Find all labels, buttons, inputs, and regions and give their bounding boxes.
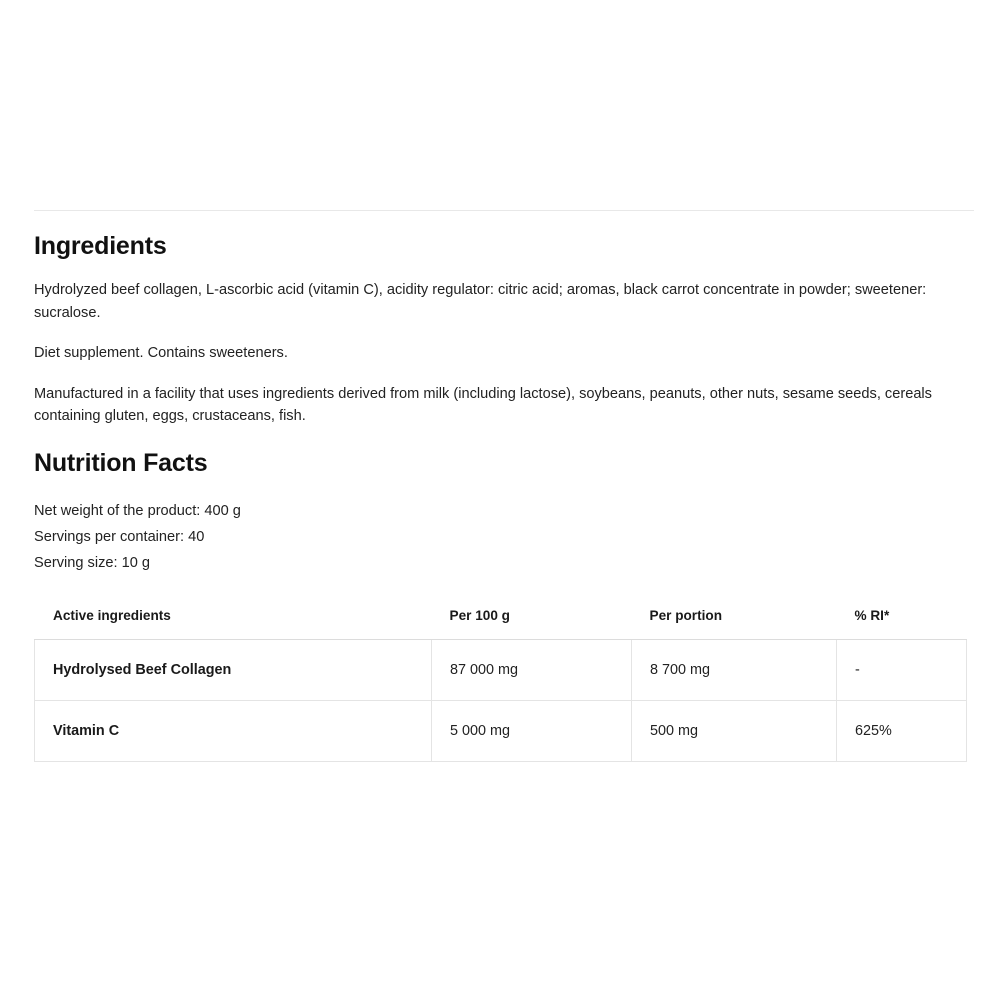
cell-per-100g: 87 000 mg bbox=[432, 639, 632, 700]
cell-per-portion: 500 mg bbox=[632, 700, 837, 761]
cell-per-portion: 8 700 mg bbox=[632, 639, 837, 700]
column-header-percent-ri: % RI* bbox=[837, 594, 967, 640]
cell-ingredient-name: Hydrolysed Beef Collagen bbox=[35, 639, 432, 700]
nutrition-table-body bbox=[35, 639, 967, 761]
nutrition-summary bbox=[34, 498, 974, 576]
table-row bbox=[35, 700, 967, 761]
table-row bbox=[35, 639, 967, 700]
column-header-active-ingredients: Active ingredients bbox=[35, 594, 432, 640]
net-weight-line: Net weight of the product: 400 g bbox=[34, 502, 241, 519]
nutrition-table bbox=[34, 594, 967, 762]
supplement-note-text: Diet supplement. Contains sweeteners. bbox=[34, 345, 288, 361]
servings-per-container-line: Servings per container: 40 bbox=[34, 528, 205, 545]
nutrition-table-head bbox=[35, 594, 967, 640]
ingredients-heading: Ingredients bbox=[34, 232, 167, 260]
cell-percent-ri: 625% bbox=[837, 700, 967, 761]
serving-size-line: Serving size: 10 g bbox=[34, 554, 151, 571]
content-container bbox=[34, 210, 974, 762]
column-header-per-portion: Per portion bbox=[632, 594, 837, 640]
ingredients-list-text: Hydrolyzed beef collagen, L-ascorbic acid (vitamin C), acidity regulator: citric acid; aromas, black carrot concentrate in powder; sweetener: sucralose. bbox=[34, 282, 927, 321]
cell-ingredient-name: Vitamin C bbox=[35, 700, 432, 761]
allergen-warning-text: Manufactured in a facility that uses ingredients derived from milk (including lactose), soybeans, peanuts, other nuts, sesame seeds, cereals containing gluten, eggs, crustaceans, fish. bbox=[34, 385, 932, 424]
table-header-row bbox=[35, 594, 967, 640]
column-header-per-100g: Per 100 g bbox=[432, 594, 632, 640]
top-divider bbox=[34, 210, 974, 211]
nutrition-facts-heading: Nutrition Facts bbox=[34, 448, 208, 477]
cell-percent-ri: - bbox=[837, 639, 967, 700]
cell-per-100g: 5 000 mg bbox=[432, 700, 632, 761]
